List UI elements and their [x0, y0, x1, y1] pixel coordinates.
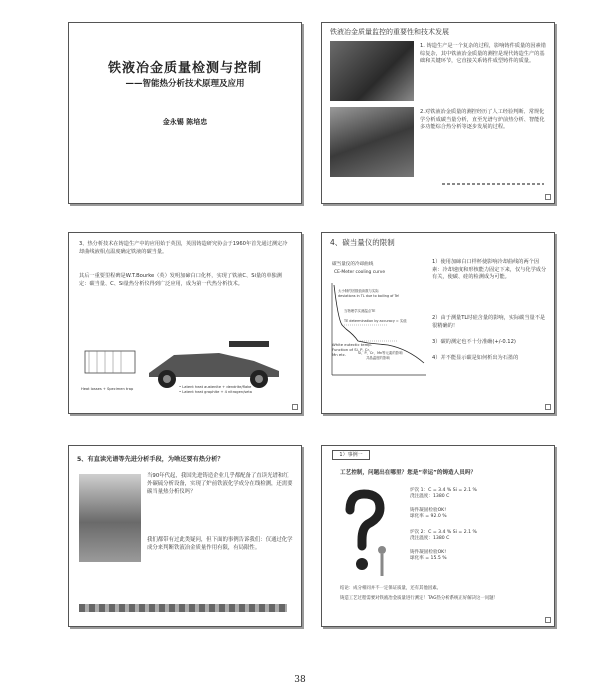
foundry-photo	[330, 41, 414, 101]
run1-temperature: 浇注温度：1380 C	[410, 494, 450, 499]
slide-why-thermal-analysis	[68, 445, 302, 627]
conclusion-2: 铸造工艺过程需要对铁液冶金质量进行测定！TAG热分析系统正好解决这一问题！	[340, 596, 498, 601]
point-2: 2）由于测量TL时硅含量的影响，实际碳当量不是很精确的！	[432, 315, 546, 329]
slide-importance	[321, 22, 555, 204]
slide-heading: 4、碳当量仪的限制	[330, 238, 395, 247]
point-3: 3）碳的测定也不十分准确(+/-0.12)	[432, 339, 516, 345]
paragraph-2: 2.对铁液冶金质量的测控经历了人工经验判断、常规化学分析成碳当量分析，直至光谱与炉前热分析、智能化多功能综合热分析等逐步发展的过程。	[420, 109, 545, 131]
note-8: Si、P、Cr、Mn等元素的影响	[358, 351, 403, 355]
note-3: 当物理学实测温点TE	[344, 309, 376, 313]
run1-result: 铸件凝固检验OK!	[410, 508, 447, 513]
presentation-subtitle: ——智能热分析技术原理及应用	[125, 79, 245, 89]
note-1: 太小制约因数值读数与实际	[338, 289, 379, 293]
authors: 金永锡 陈培忠	[162, 118, 208, 126]
lab-photo	[79, 474, 141, 562]
corner-marker	[545, 194, 551, 200]
decorative-divider	[442, 183, 544, 185]
slide-history	[68, 232, 302, 414]
legend-1: Heat losses + Specimen trap	[81, 387, 134, 391]
case-tag: 1）事例一	[332, 450, 370, 460]
run2-nodularity: 球化率 = 15.5 %	[410, 556, 447, 561]
paragraph-1: 当90年代起，我国先进铸造企业几乎都配备了直读光谱和红外碳硫分析设备，实现了炉前铁液化学成分在线检测，还需要碳当量热分析仪吗？	[147, 473, 293, 495]
note-7: Mn etc.	[332, 352, 347, 357]
run2-temperature: 浇注温度：1380 C	[410, 536, 450, 541]
note-6: Function of Si, P, Cr,	[332, 347, 371, 352]
legend-2: • Latent heat austenite + dendrite/flake	[179, 385, 252, 389]
presentation-title: 铁液冶金质量检测与控制	[107, 61, 262, 76]
slide-heading: 5、有直读光谱等先进分析手段，为啥还要有热分析？	[77, 456, 224, 463]
paragraph-1: 3、热分析技术在铸造生产中的应用始于英国，英国铸造研究协会于1960年首先通过测定冷却曲线液相点温度确定铁液的碳当量。	[79, 241, 288, 255]
conclusion-1: 结论：成分相同并不一定保证质量，还有其他因素。	[340, 586, 441, 591]
question-mark-figure	[334, 488, 394, 588]
paragraph-2: 我们都带有过此类疑问，但下面的事例告诉我们：仅通过化学成分来判断铁液冶金质量作用有限，有局限性。	[147, 537, 293, 551]
paragraph-2: 其后一重要里程碑是W.T.Bourke（英）发明加碲白口化杯，实现了铁液C、Si量的单独测定：碳当量、C、Si量热分析仪得到广泛应用，成为第一代热分析技术。	[79, 273, 282, 287]
note-5: White eutectic temp.	[332, 342, 372, 347]
point-4: 4）并不能显示碳是如何析出为石墨的	[432, 355, 519, 361]
note-9: 共晶温度的影响	[366, 356, 390, 360]
point-1: 1）使用加碲白口样杯使影响冷却曲线的两个因素：冷却速度和形核能力固定下来，仅与化学成分有关，使碳、硅的检测成为可能。	[432, 259, 547, 281]
slide-case-one	[321, 445, 555, 627]
worker-photo	[330, 107, 414, 177]
page-number: 38	[294, 675, 306, 685]
run2-result: 铸件凝固检验OK!	[410, 550, 447, 555]
chart-subtitle: CE-Meter cooling curve	[334, 270, 386, 275]
slide-ce-meter-limits	[321, 232, 555, 414]
run2-composition: 炉次 2：C = 3.4 % Si = 2.1 %	[410, 530, 477, 535]
note-4: TE determination by accuracy = 实值	[344, 319, 407, 323]
corner-marker	[292, 404, 298, 410]
decorative-bar	[79, 604, 287, 612]
run1-nodularity: 球化率 = 92.0 %	[410, 514, 447, 519]
note-2: deviations in TL due to boiling of Te!	[338, 294, 400, 298]
chart-title: 碳当量仪的冷却曲线	[332, 262, 374, 267]
legend-3: • Latent heat graphite + 4 nitrogen/seta	[179, 390, 252, 394]
case-question: 工艺控制，问题出在哪里？您是“幸运”的铸造人员吗？	[340, 470, 477, 476]
slide-title	[68, 22, 302, 204]
corner-marker	[545, 404, 551, 410]
paragraph-1: 1. 铸造生产是一个复杂的过程，影响铸件质量的因素错综复杂，其中铁液冶金质量的测控是现代铸造生产的基础和关键环节，它直接关系铸件成型铸件的质量。	[420, 43, 546, 65]
slide-heading: 铁液冶金质量监控的重要性和技术发展	[330, 28, 449, 36]
run1-composition: 炉次 1：C = 3.4 % Si = 2.1 %	[410, 488, 477, 493]
corner-marker	[545, 617, 551, 623]
